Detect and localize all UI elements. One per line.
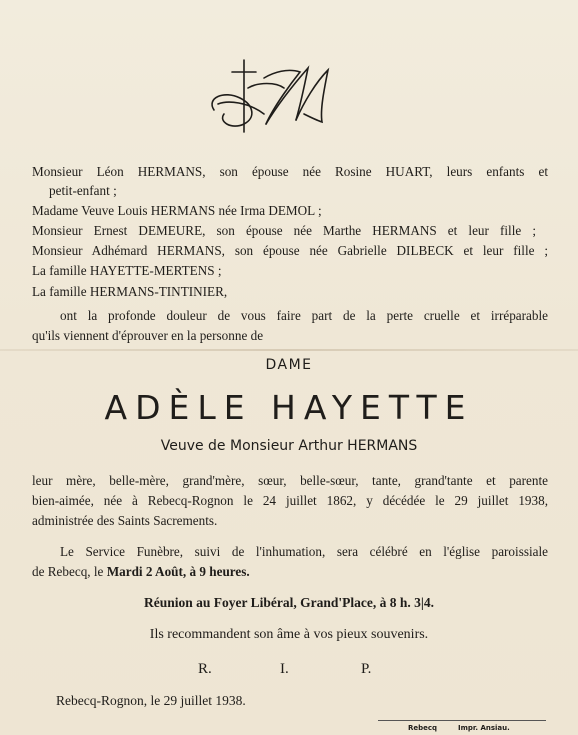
family-line: Monsieur Léon HERMANS, son épouse née Rosine HUART, leurs enfants et [32, 164, 548, 179]
ripl-r: R. [198, 661, 212, 677]
details-line: bien-aimée, née à Rebecq-Rognon le 24 juillet 1862, y décédée le 29 juillet 1938, [32, 493, 548, 508]
ripl-i: I. [280, 661, 289, 677]
cross-monogram-icon [204, 58, 334, 136]
service-date: Mardi 2 Août, à 9 heures. [106, 564, 250, 579]
details-line: administrée des Saints Sacrements. [32, 513, 218, 528]
meeting-info: Réunion au Foyer Libéral, Grand'Place, à 8 h. 3|4. [144, 595, 434, 610]
widow-of: Veuve de Monsieur Arthur HERMANS [160, 438, 418, 454]
printer-mark [378, 720, 546, 735]
ripl-p: P. [361, 661, 372, 677]
prayer-line: Ils recommandent son âme à vos pieux souvenirs. [149, 627, 429, 642]
service-line: Le Service Funèbre, suivi de l'inhumation, sera célébré en l'église paroissiale [60, 544, 548, 559]
details-line: leur mère, belle-mère, grand'mère, sœur, belle-sœur, tante, grand'tante et parente [32, 473, 548, 488]
service-line [32, 564, 250, 580]
service-place: de Rebecq, le [32, 564, 107, 579]
family-line: Monsieur Ernest DEMEURE, son épouse née Marthe HERMANS et leur fille ; [32, 223, 536, 238]
paper-fold [0, 349, 578, 351]
printer-name: Impr. Ansiau. [458, 724, 510, 732]
family-line: Monsieur Adhémard HERMANS, son épouse née Gabrielle DILBECK et leur fille ; [32, 243, 548, 258]
family-line: petit-enfant ; [49, 183, 117, 198]
family-line: Madame Veuve Louis HERMANS née Irma DEMOL ; [32, 203, 322, 218]
announcement-text: qu'ils viennent d'éprouver en la personne de [32, 328, 264, 343]
deceased-title: DAME [265, 357, 313, 373]
printer-town: Rebecq [408, 724, 438, 732]
deceased-name: ADÈLE HAYETTE [104, 388, 474, 427]
family-line: La famille HERMANS-TINTINIER, [32, 284, 228, 299]
announcement-text: ont la profonde douleur de vous faire part de la perte cruelle et irréparable [60, 308, 548, 323]
place-date: Rebecq-Rognon, le 29 juillet 1938. [56, 693, 246, 708]
family-line: La famille HAYETTE-MERTENS ; [32, 263, 222, 278]
